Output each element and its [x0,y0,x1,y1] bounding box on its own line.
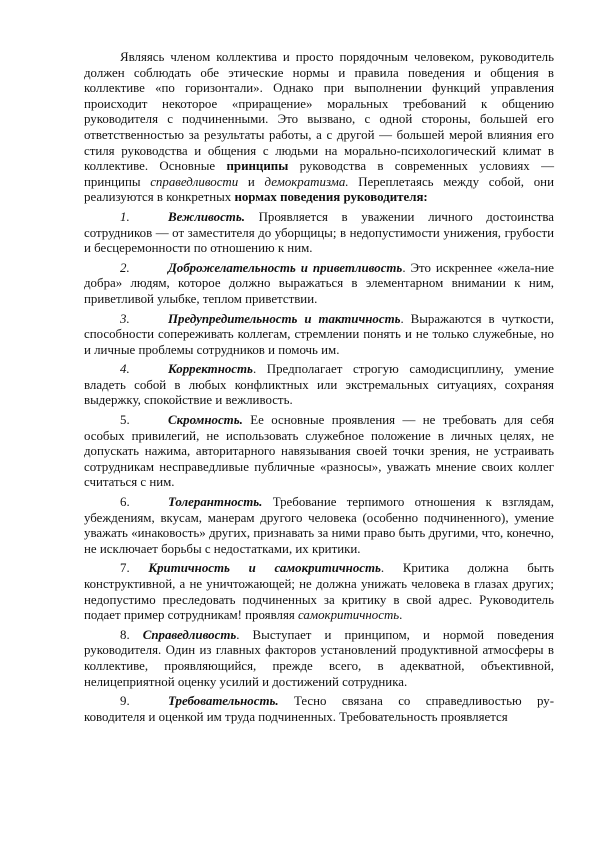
intro-bold-norms: нормах поведения руководителя: [234,190,428,205]
list-item [84,362,554,409]
list-item [84,261,554,308]
item-text: Ее основные проявления — не требовать для себя особых привилегий, не использовать служебное положение в личных целях, не допускать нажима, авторитарного навязывания своей точки зрения, не устраивать сотрудникам несправедливые публичные «разносы», уважать мнение своих коллег считаться с ним. [84,413,554,490]
intro-paragraph [84,50,554,206]
item-text: . Это искреннее «жела-ние добра» людям, которое должно выражаться в элементарном внимании к ним, приветливой улыбке, теплом приветствии. [84,260,554,306]
item-number: 2. [120,260,130,275]
item-text: Тесно связана со справедливостью ру-ководителя и оценкой им труда подчиненных. Требовательность проявляется [84,694,554,724]
item-term: Толерантность. [168,495,263,510]
item-term: Скромность. [168,413,243,428]
list-item [84,694,554,725]
item-number: 1. [120,209,130,224]
list-item [84,495,554,557]
list-item [84,210,554,257]
list-item [84,312,554,359]
item-term: Корректность [168,362,253,377]
item-term: Критичность и самокритичность [148,561,381,576]
intro-text: руководства в современных условиях — принципы [84,159,554,189]
item-number: 3. [120,311,130,326]
intro-italic-justice: справедливости [150,174,239,189]
item-text: . [399,608,403,623]
item-number: 8. [120,627,130,642]
list-item [84,561,554,623]
item-number: 9. [120,694,130,709]
item-number: 4. [120,362,130,377]
item-term: Требовательность. [168,694,279,709]
item-term: Вежливость. [168,209,245,224]
list-item [84,628,554,690]
list-item [84,413,554,491]
item-text: . Выступает и принципом, и нормой поведения руководителя. Один из главных факторов установлений продуктивной атмосферы в коллективе, проявляющийся, прежде всего, в адекватной, объективной, нелицеприятной оценку усилий и достижений сотрудника. [84,627,554,689]
item-italic-tail: самокритичность [298,608,400,623]
item-number: 6. [120,495,130,510]
item-text: Проявляется в уважении личного достоинства сотрудников — от заместителя до уборщицы; в недопустимости унижения, грубости и бесцеремонности по отношению к ним. [84,209,554,256]
intro-text: Переплетаясь между собой, они реализуются в конкретных [84,174,554,205]
item-text: Требование терпимого отношения к взглядам, убеждениям, вкусам, манерам другого человека (особенно подчиненного), умение уважать «инаковость» других, признавать за ними право быть другими, что, конечно, не исключает борьбы с недостатками, их критики. [84,495,554,556]
item-term: Справедливость [142,627,237,642]
item-text: . Выражаются в чуткости, способности сопереживать коллегам, стремлении понять и не только служебные, но и личные проблемы сотрудников и помочь им. [84,311,554,357]
item-text: . Критика должна быть конструктивной, а не уничтожающей; не должна унижать человека в глазах других; недопустимо преследовать подчиненных за критику в свой адрес. Руководитель подает пример сотрудникам! проявляя [84,561,554,623]
intro-text: и [238,174,265,189]
document-page [84,50,554,729]
item-term: Доброжелательность и приветливость [168,260,403,275]
item-text: . Предполагает строгую самодисциплину, умение владеть собой в любых конфликтных или экстремальных ситуациях, сохраняя выдержку, спокойствие и вежливость. [84,362,554,408]
intro-italic-democracy: демократизма. [264,174,349,189]
intro-text: Являясь членом коллектива и просто порядочным человеком, руководитель должен соблюдать обе этические нормы и правила поведения и общения в коллективе «по горизонтали». Однако при выполнении функций управления происходит некоторое «приращение» моральных требований к общению руководителя с подчиненными. Это вызвано, с одной стороны, большей его ответственностью за результаты работы, а с другой — большей мерой влияния его стиля руководства и общения с людьми на морально-психологический климат в коллективе. Основные [84,50,554,174]
item-number: 5. [120,413,130,428]
item-number: 7. [120,561,130,576]
intro-bold-principles: принципы [226,159,289,174]
item-term: Предупредительность и тактичность [168,311,401,326]
